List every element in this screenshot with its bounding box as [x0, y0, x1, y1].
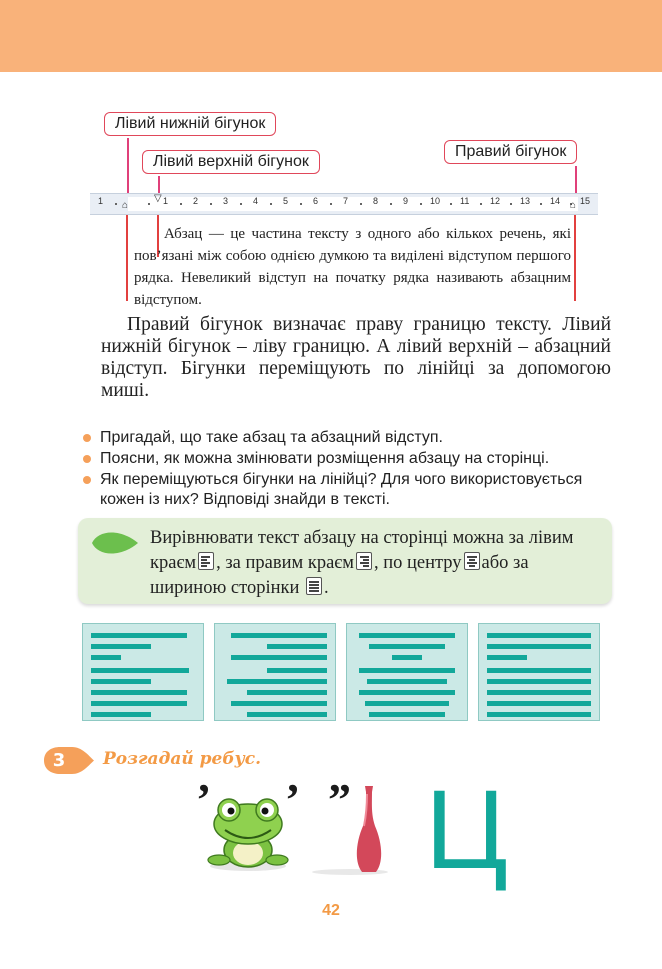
leaf-icon	[90, 530, 140, 556]
text-line	[487, 633, 591, 638]
list-item	[80, 428, 620, 448]
ruler-tick-label: 13	[520, 196, 531, 206]
vase-icon	[310, 784, 390, 876]
ruler-tick-label: 4	[253, 196, 259, 206]
list-item	[80, 470, 620, 510]
rebus-letter-text: Ц	[425, 767, 508, 892]
text-line	[369, 644, 445, 649]
right-margin-line	[574, 215, 576, 301]
bullet-icon	[83, 455, 91, 463]
text-line	[91, 655, 121, 660]
task-title: Розгадай ребус.	[103, 749, 262, 769]
left-lower-indent-marker-icon[interactable]: ⌂	[122, 200, 129, 211]
align-center-example	[346, 623, 468, 721]
text-line	[247, 712, 327, 717]
text-line	[487, 668, 591, 673]
note-text-part: , за правим краєм	[216, 553, 354, 573]
text-line	[91, 644, 151, 649]
list-item-text: Пригадай, що таке абзац та абзацний відступ.	[100, 429, 443, 446]
ruler-tick-label: 15	[580, 196, 591, 206]
text-line	[487, 701, 591, 706]
text-line	[91, 712, 151, 717]
right-indent-marker-icon[interactable]: ⌂	[570, 200, 577, 211]
left-margin-line	[126, 215, 128, 301]
note-text-part: Вирівнювати текст абзацу на сторінці можна за лівим краєм	[150, 528, 574, 573]
list-item-text: Поясни, як можна змінювати розміщення абзацу на сторінці.	[100, 450, 550, 467]
ruler-tick-label: 9	[403, 196, 409, 206]
ruler-tick-label: 11	[460, 196, 470, 206]
text-line	[267, 644, 327, 649]
ruler	[90, 193, 598, 215]
text-line	[369, 712, 445, 717]
ruler-tick-label: 1	[163, 196, 169, 206]
ruler-dot	[480, 203, 482, 205]
bullet-icon	[83, 476, 91, 484]
align-left-example	[82, 623, 204, 721]
ruler-dot	[360, 203, 362, 205]
text-line	[91, 690, 187, 695]
pointer-line-right	[575, 166, 577, 195]
align-justify-icon	[306, 577, 322, 595]
ruler-tick-label: 1	[98, 196, 104, 206]
callout-left-lower-indent: Лівий нижній бігунок	[104, 112, 276, 136]
note-text-part: .	[324, 578, 329, 598]
text-line	[487, 644, 591, 649]
align-justify-example	[478, 623, 600, 721]
pointer-line-left-lower	[127, 138, 129, 195]
ruler-dot	[510, 203, 512, 205]
task-number: 3	[52, 750, 66, 771]
ruler-dot	[240, 203, 242, 205]
text-line	[487, 712, 591, 717]
ruler-tick-label: 5	[283, 196, 289, 206]
bullet-icon	[83, 434, 91, 442]
body-paragraph	[101, 314, 611, 402]
align-center-icon	[464, 552, 480, 570]
ruler-dot	[148, 203, 150, 205]
ruler-tick-label: 7	[343, 196, 349, 206]
note-box	[78, 518, 612, 604]
ruler-dot	[300, 203, 302, 205]
ruler-tick-label: 3	[223, 196, 229, 206]
ruler-dot	[420, 203, 422, 205]
list-item-text: Як переміщуються бігунки на лінійці? Для чого використовується кожен із них? Відповіді знайди в тексті.	[100, 471, 583, 508]
ruler-dot	[210, 203, 212, 205]
text-line	[359, 690, 455, 695]
ruler-dot	[115, 203, 117, 205]
ruler-dot	[330, 203, 332, 205]
text-line	[231, 655, 327, 660]
task-number-badge	[44, 747, 94, 774]
text-line	[267, 668, 327, 673]
rebus-apostrophe: ’	[196, 774, 212, 825]
ruler-dot	[180, 203, 182, 205]
note-text-part: або за шириною сторінки	[150, 553, 529, 598]
text-line	[91, 668, 189, 673]
text-line	[231, 633, 327, 638]
text-line	[365, 701, 449, 706]
left-upper-indent-marker-icon[interactable]: ▽	[154, 193, 162, 204]
ruler-tick-label: 8	[373, 196, 379, 206]
align-right-icon	[356, 552, 372, 570]
text-line	[91, 701, 187, 706]
text-line	[91, 633, 187, 638]
align-left-icon	[198, 552, 214, 570]
question-list	[80, 428, 620, 511]
text-line	[367, 679, 447, 684]
ruler-tick-label: 6	[313, 196, 319, 206]
callout-right-indent: Правий бігунок	[444, 140, 577, 164]
text-line	[392, 655, 422, 660]
ruler-dot	[390, 203, 392, 205]
text-line	[227, 679, 327, 684]
text-line	[231, 701, 327, 706]
ruler-tick-label: 12	[490, 196, 501, 206]
rebus-letter	[425, 767, 508, 892]
note-text-part: , по центру	[373, 553, 462, 573]
ruler-dot	[270, 203, 272, 205]
ruler-tick-label: 10	[430, 196, 441, 206]
ruler-tick-label: 2	[193, 196, 199, 206]
rebus-apostrophe: ’	[285, 774, 301, 825]
ruler-dot	[540, 203, 542, 205]
callout-left-upper-indent: Лівий верхній бігунок	[142, 150, 320, 174]
rebus-double-comma: ”	[328, 774, 351, 825]
text-line	[487, 679, 591, 684]
text-line	[359, 668, 455, 673]
text-line	[487, 690, 591, 695]
ruler-dot	[450, 203, 452, 205]
page-number: 42	[322, 902, 340, 919]
ruler-tick-label: 14	[550, 196, 561, 206]
text-line	[91, 679, 151, 684]
text-line	[359, 633, 455, 638]
body-paragraph-text: Правий бігунок визначає праву границю тексту. Лівий нижній бігунок – ліву границю. А лівий верхній – абзацний відступ. Бігунки переміщують по лінійці за допомогою миші.	[101, 314, 611, 401]
sample-paragraph-text: Абзац — це частина тексту з одного або кількох речень, які пов’язані між собою однією думкою та виділені відступом першого рядка. Невеликий відступ на початку рядка називають абзацним відступом.	[134, 226, 571, 308]
text-line	[487, 655, 527, 660]
list-item	[80, 449, 620, 469]
sample-paragraph	[134, 223, 571, 311]
text-line	[247, 690, 327, 695]
header-band	[0, 0, 662, 72]
note-text	[150, 526, 600, 601]
frog-icon	[205, 790, 291, 872]
align-right-example	[214, 623, 336, 721]
